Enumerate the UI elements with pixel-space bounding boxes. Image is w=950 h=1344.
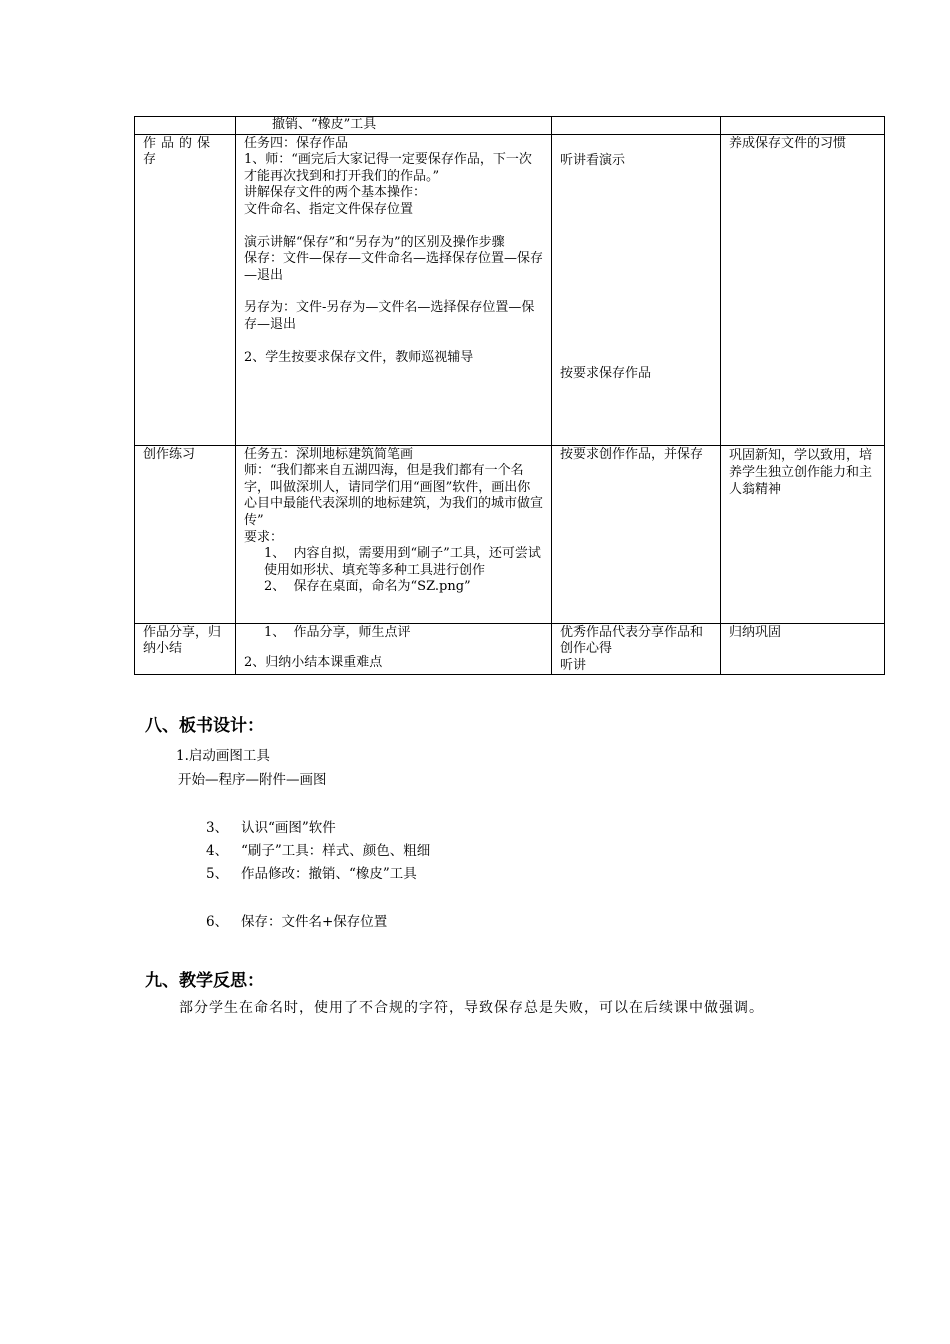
- cell-text: 1、 内容自拟，需要用到“刷子”工具，还可尝试使用如形状、填充等多种工具进行创作: [264, 546, 541, 578]
- intent-cell: [721, 623, 885, 675]
- table-row: [135, 117, 885, 135]
- cell-text: 优秀作品代表分享作品和创作心得: [560, 624, 704, 657]
- cell-text: 巩固新知，学以致用，培养学生独立创作能力和主人翁精神: [729, 447, 873, 497]
- board-item: 1.启动画图工具: [176, 748, 270, 764]
- cell-text: 2、 保存在桌面，命名为“SZ.png”: [264, 579, 471, 595]
- board-item: 5、 作品修改：撤销、“橡皮”工具: [206, 866, 417, 882]
- stage-cell: [135, 445, 236, 623]
- stage-cell: [135, 134, 236, 445]
- board-design-heading: 八、板书设计：: [145, 716, 264, 736]
- table-row: [135, 445, 885, 623]
- cell-text: 2、学生按要求保存文件，教师巡视辅导: [244, 349, 474, 365]
- cell-text: 1、师：“画完后大家记得一定要保存作品，下一次才能再次找到和打开我们的作品。”: [244, 152, 532, 184]
- activity-cell: [236, 623, 552, 675]
- reflection-heading: 九、教学反思：: [145, 971, 264, 991]
- stage-label: 作品分享，归纳小结: [143, 624, 222, 657]
- cell-text: 撤销、“橡皮”工具: [272, 117, 377, 132]
- board-item: 6、 保存：文件名+保存位置: [206, 914, 388, 930]
- table-cell: [552, 117, 721, 135]
- cell-text: 任务五：深圳地标建筑简笔画: [244, 446, 414, 462]
- student-cell: [552, 134, 721, 445]
- cell-text: 保存：文件—保存—文件命名—选择保存位置—保存—退出: [244, 251, 544, 283]
- reflection-text: 部分学生在命名时，使用了不合规的字符，导致保存总是失败，可以在后续课中做强调。: [179, 1000, 764, 1016]
- cell-text: 归纳巩固: [729, 624, 782, 640]
- cell-text: 文件命名、指定文件保存位置: [244, 201, 414, 217]
- cell-text: 任务四：保存作品: [244, 135, 349, 151]
- cell-text: 另存为：文件-另存为—文件名—选择保存位置—保存—退出: [244, 300, 535, 332]
- table-row: [135, 623, 885, 675]
- cell-blank: [244, 219, 543, 235]
- cell-blank: [244, 284, 543, 300]
- cell-text: 按要求创作作品，并保存: [560, 446, 704, 462]
- table-cell: [721, 117, 885, 135]
- activity-cell: [236, 445, 552, 623]
- table-cell: [135, 117, 236, 135]
- table-row: [135, 134, 885, 445]
- cell-text: 听讲看演示: [560, 152, 626, 168]
- cell-text: 师：“我们都来自五湖四海，但是我们都有一个名字，叫做深圳人，请同学们用“画图”软件，画出你心目中最能代表深圳的地标建筑，为我们的城市做宣传”: [244, 463, 544, 528]
- board-item: 4、 “刷子”工具：样式、颜色、粗细: [206, 843, 431, 859]
- cell-text: 讲解保存文件的两个基本操作：: [244, 185, 427, 201]
- cell-blank: [244, 334, 543, 350]
- stage-label: 作品的保存: [143, 135, 216, 168]
- cell-text: 1、 作品分享，师生点评: [264, 624, 411, 640]
- cell-text: 要求：: [244, 529, 284, 545]
- activity-cell: [236, 134, 552, 445]
- stage-label: 创作练习: [143, 446, 196, 462]
- cell-text: 按要求保存作品: [560, 366, 652, 382]
- intent-cell: [721, 134, 885, 445]
- lesson-plan-table: [134, 116, 885, 675]
- intent-cell: [721, 445, 885, 623]
- cell-text: 听讲: [560, 657, 587, 673]
- table-cell: [236, 117, 552, 135]
- board-item: 3、 认识“画图”软件: [206, 820, 336, 836]
- board-item: 开始—程序—附件—画图: [178, 772, 327, 788]
- student-cell: [552, 623, 721, 675]
- stage-cell: [135, 623, 236, 675]
- cell-text: 2、归纳小结本课重难点: [244, 655, 383, 671]
- cell-text: 养成保存文件的习惯: [729, 135, 847, 151]
- cell-text: 演示讲解“保存”和“另存为”的区别及操作步骤: [244, 234, 505, 250]
- student-cell: [552, 445, 721, 623]
